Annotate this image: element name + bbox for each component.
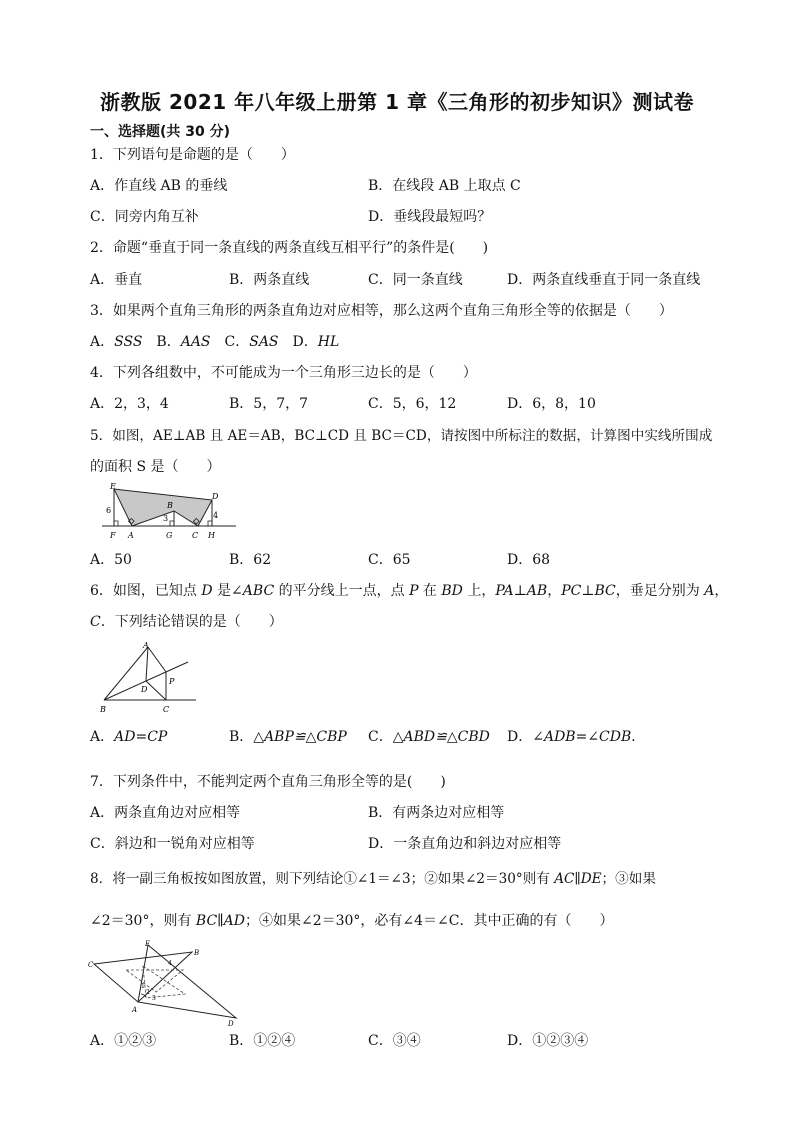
q3-option-c: SAS <box>249 334 279 350</box>
q5-label-e: E <box>110 482 116 491</box>
q5-option-d: D．68 <box>507 552 551 568</box>
q4-stem: 4．下列各组数中，不可能成为一个三角形三边长的是（ ） <box>90 365 477 381</box>
q8-label-d: D <box>228 1020 234 1028</box>
q5-label-h: H <box>208 531 215 540</box>
q5-label-6: 6 <box>106 506 112 515</box>
q5-stem-line2: 的面积 S 是（ ） <box>90 459 221 475</box>
q6-stem-line2: C．下列结论错误的是（ ） <box>90 614 283 630</box>
q6-label-p: P <box>169 677 175 686</box>
q5-option-c: C．65 <box>368 552 411 568</box>
q6-option-b: B．△ABP≌△CBP <box>229 729 347 745</box>
exam-title: 浙教版 2021 年八年级上册第 1 章《三角形的初步知识》测试卷 <box>100 90 694 114</box>
q3-option-c-prefix: C． <box>224 334 250 350</box>
q1-option-a: A．作直线 AB 的垂线 <box>90 178 228 194</box>
q2-option-a: A．垂直 <box>90 272 143 288</box>
q3-option-b-prefix: B． <box>156 334 181 350</box>
q7-option-d: D．一条直角边和斜边对应相等 <box>368 836 562 852</box>
q4-option-c: C．5，6，12 <box>368 396 457 412</box>
q5-label-f: F <box>110 531 116 540</box>
q6-label-c: C <box>163 705 170 714</box>
q6-label-a: A <box>143 641 149 650</box>
q8-dashed-triangle-1 <box>126 970 183 992</box>
q5-figure <box>94 484 254 544</box>
q2-stem: 2．命题“垂直于同一条直线的两条直线互相平行”的条件是( ) <box>90 240 489 256</box>
section-heading: 一、选择题(共 30 分) <box>90 124 231 140</box>
q1-option-c: C．同旁内角互补 <box>90 209 199 225</box>
q7-stem: 7．下列条件中，不能判定两个直角三角形全等的是( ) <box>90 774 446 790</box>
q6-segment-ad <box>146 647 148 681</box>
q6-option-c: C．△ABD≌△CBD <box>368 729 490 745</box>
q5-right-angle-h <box>208 521 212 526</box>
q8-figure <box>88 940 238 1026</box>
q1-option-b: B．在线段 AB 上取点 C <box>368 178 521 194</box>
q5-stem-line1: 5．如图，AE⊥AB 且 AE＝AB，BC⊥CD 且 BC＝CD，请按图中所标注的数据，计算图中实线所围成 <box>90 428 713 444</box>
q3-stem: 3．如果两个直角三角形的两条直角边对应相等，那么这两个直角三角形全等的依据是（ ） <box>90 303 673 319</box>
q8-label-e: E <box>145 940 151 948</box>
q7-option-a: A．两条直角边对应相等 <box>90 805 241 821</box>
q8-label-c: C <box>88 961 94 969</box>
q3-option-b: AAS <box>180 334 211 350</box>
q1-stem: 1．下列语句是命题的是（ ） <box>90 147 295 163</box>
q8-stem-line2: ∠2＝30°，则有 BC∥AD；④如果∠2＝30°，必有∠4＝∠C．其中正确的有（ ） <box>90 913 614 929</box>
q7-option-b: B．有两条边对应相等 <box>368 805 505 821</box>
q4-option-b: B．5，7，7 <box>229 396 309 412</box>
q6-label-d: D <box>141 685 148 694</box>
q3-option-d-prefix: D． <box>292 334 318 350</box>
q5-label-3: 3 <box>163 514 169 523</box>
q6-segment-pa <box>148 647 166 672</box>
q5-option-a: A．50 <box>90 552 132 568</box>
q8-option-c: C．③④ <box>368 1033 421 1049</box>
q2-option-c: C．同一条直线 <box>368 272 463 288</box>
q5-right-angle-g <box>170 521 174 526</box>
q5-label-a: A <box>128 531 134 540</box>
q5-label-g: G <box>166 531 173 540</box>
q8-option-b: B．①②④ <box>229 1033 296 1049</box>
q6-option-d: D．∠ADB=∠CDB． <box>507 729 646 745</box>
q6-stem-line1: 6．如图，已知点 D 是∠ABC 的平分线上一点，点 P 在 BD 上，PA⊥AB，PC⊥BC，垂足分别为 A， <box>90 583 729 599</box>
q8-label-1: 1 <box>141 983 145 990</box>
q2-option-b: B．两条直线 <box>229 272 310 288</box>
q8-label-a: A <box>132 1006 138 1014</box>
q5-label-4: 4 <box>213 511 219 520</box>
q6-segment-dc <box>146 681 166 700</box>
q6-label-b: B <box>100 705 106 714</box>
q8-label-4: 4 <box>168 960 172 967</box>
q4-option-a: A．2，3，4 <box>90 396 169 412</box>
q5-right-angle-f <box>114 521 118 526</box>
q6-option-a: A．AD=CP <box>90 729 168 745</box>
q5-option-b: B．62 <box>229 552 272 568</box>
q5-label-b: B <box>167 501 173 510</box>
q1-option-d: D．垂线段最短吗？ <box>368 209 492 225</box>
q3-options <box>90 333 339 351</box>
q7-option-c: C．斜边和一锐角对应相等 <box>90 836 255 852</box>
q8-stem-line1: 8．将一副三角板按如图放置，则下列结论①∠1＝∠3；②如果∠2＝30°则有 AC∥DE；③如果 <box>90 871 656 887</box>
q4-option-d: D．6，8，10 <box>507 396 596 412</box>
q8-option-d: D．①②③④ <box>507 1033 589 1049</box>
q3-option-a: SSS <box>114 334 143 350</box>
q8-label-b: B <box>194 949 200 957</box>
q5-label-d: D <box>212 492 219 501</box>
q8-label-2: 2 <box>146 989 150 996</box>
q8-option-a: A．①②③ <box>90 1033 157 1049</box>
q3-option-a-prefix: A． <box>90 334 115 350</box>
q2-option-d: D．两条直线垂直于同一条直线 <box>507 272 701 288</box>
q8-label-3: 3 <box>152 995 156 1002</box>
q6-figure <box>96 640 206 722</box>
q3-option-d: HL <box>317 334 340 350</box>
q5-label-c: C <box>192 531 199 540</box>
